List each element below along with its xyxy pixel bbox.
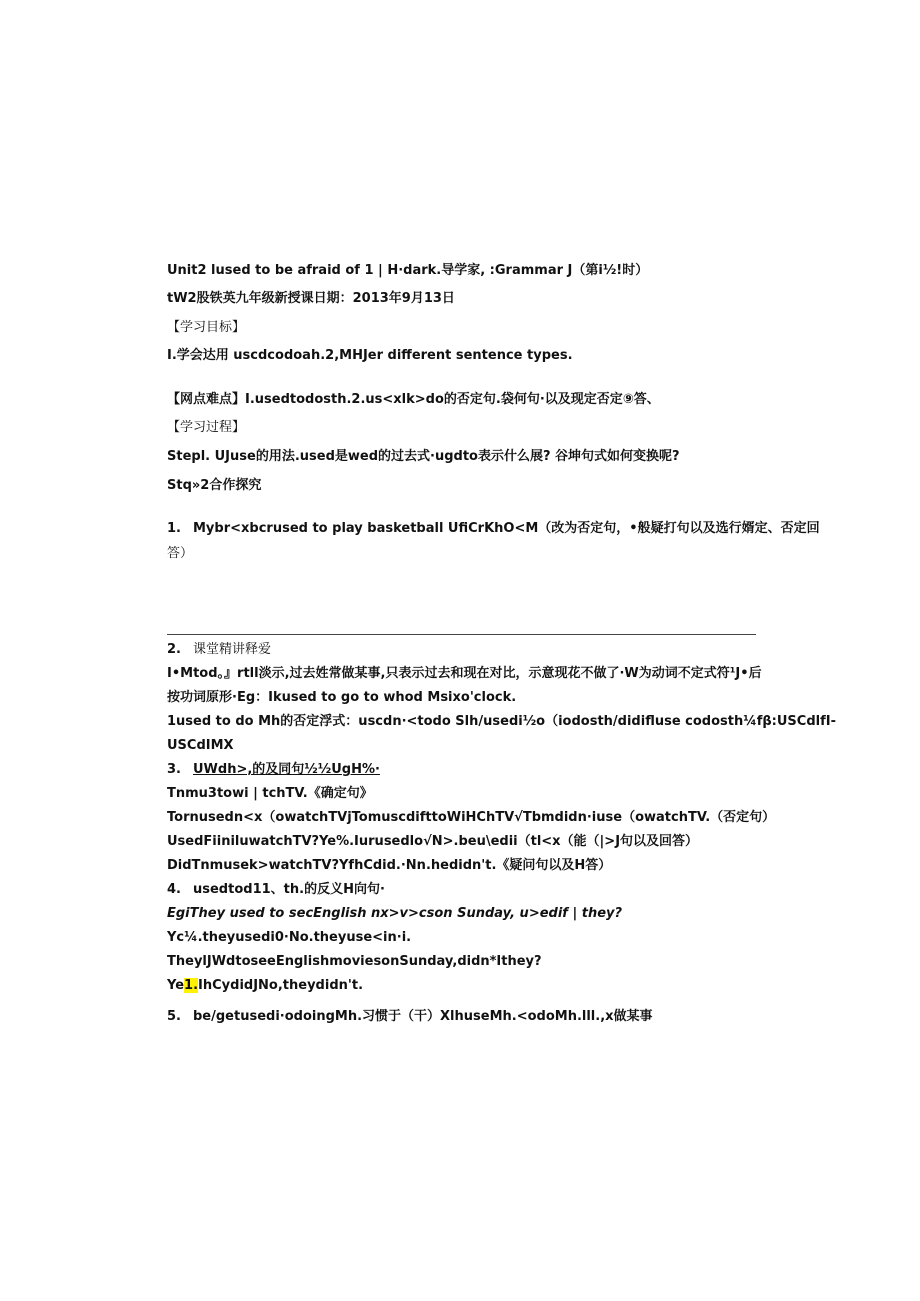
item1-line1: Mybr<xbcrused to play basketball UfiCrKhO<M（改为否定句，•般疑打句以及选行婿定、否定回 bbox=[193, 521, 820, 536]
item5-text: be/getusedi·odoingMh.习惯于（干）XlhuseMh.<odoMh.lll.,x做某事 bbox=[193, 1009, 653, 1024]
item2-line3: 1used to do Mh的否定浮式：uscdn·<todo Slh/usedi½o（iodosth/didifluse codosth¼fβ:USCdlfI- bbox=[167, 714, 836, 729]
difficulty-line: 【网点难点】I.usedtodosth.2.us<xlk>do的否定句.袋何句·以及现定否定⑨答、 bbox=[167, 392, 660, 407]
item4-number: 4. bbox=[167, 882, 181, 897]
item3-line2: Tornusedn<x（owatchTVjTomuscdifttoWiHChTV√Tbmdidn·iuse（owatchTV.（否定句） bbox=[167, 810, 776, 825]
item2-line4: USCdIMX bbox=[167, 738, 234, 753]
item3-line4: DidTnmusek>watchTV?YfhCdid.·Nn.hedidn't.《疑问句以及H答） bbox=[167, 858, 612, 873]
item3-line1: Tnmu3towi | tchTV.《确定句》 bbox=[167, 786, 373, 801]
subtitle-line: tW2股铁英九年级新授课日期：2013年9月13日 bbox=[167, 291, 455, 306]
highlighted-text: 1. bbox=[184, 978, 199, 993]
item2-line2: 按功词原形·Eg：Ikused to go to whod Msixo'clock. bbox=[167, 690, 517, 705]
item3-number: 3. bbox=[167, 762, 181, 777]
step1-line: Stepl. UJuse的用法.used是wed的过去式·ugdto表示什么展? 谷坤句式如何变换呢? bbox=[167, 449, 680, 464]
item4-line1: EgiThey used to secEnglish nx>v>cson Sunday, u>edif | they? bbox=[167, 906, 623, 921]
item1-line2: 答） bbox=[167, 546, 194, 561]
item2-line1: I•Mtod。』rtll淡示,过去姓常做某事,只表示过去和现在对比，示意现花不做了·W为动词不定式符¹J•后 bbox=[167, 666, 762, 681]
item5-number: 5. bbox=[167, 1009, 181, 1024]
goal-text: I.学会达用 uscdcodoah.2,MHJer different sentence types. bbox=[167, 348, 573, 363]
item3-line3: UsedFiiniluwatchTV?Ye%.Iurusedlo√N>.beu\edii（tl<x（能（|>J句以及回答） bbox=[167, 834, 699, 849]
item2-number: 2. bbox=[167, 642, 181, 657]
title-line: Unit2 lused to be afraid of 1 | H·dark.导学家, :Grammar J（第i½!时） bbox=[167, 263, 649, 278]
item4-line4-suffix: IhCydidJNo,theydidn't. bbox=[198, 978, 364, 993]
process-heading: 【学习过程】 bbox=[167, 420, 246, 435]
item4-title: usedtod11、th.的反义H向句· bbox=[193, 882, 385, 897]
item4-line4 bbox=[167, 977, 363, 995]
item3-title: UWdh>,的及同句½½UgH%· bbox=[193, 762, 380, 777]
item4-line2: Yc¼.theyusedi0·No.theyuse<in·i. bbox=[167, 930, 412, 945]
item4-line3: TheylJWdtoseeEnglishmoviesonSunday,didn*Ithey? bbox=[167, 954, 542, 969]
goal-heading: 【学习目标】 bbox=[167, 320, 246, 335]
item2-title: 课堂精讲释爱 bbox=[193, 642, 272, 657]
step2-line: Stq»2合作探究 bbox=[167, 478, 262, 493]
item4-line4-prefix: Ye bbox=[167, 978, 185, 993]
item1-number: 1. bbox=[167, 521, 181, 536]
divider-line bbox=[167, 634, 756, 635]
